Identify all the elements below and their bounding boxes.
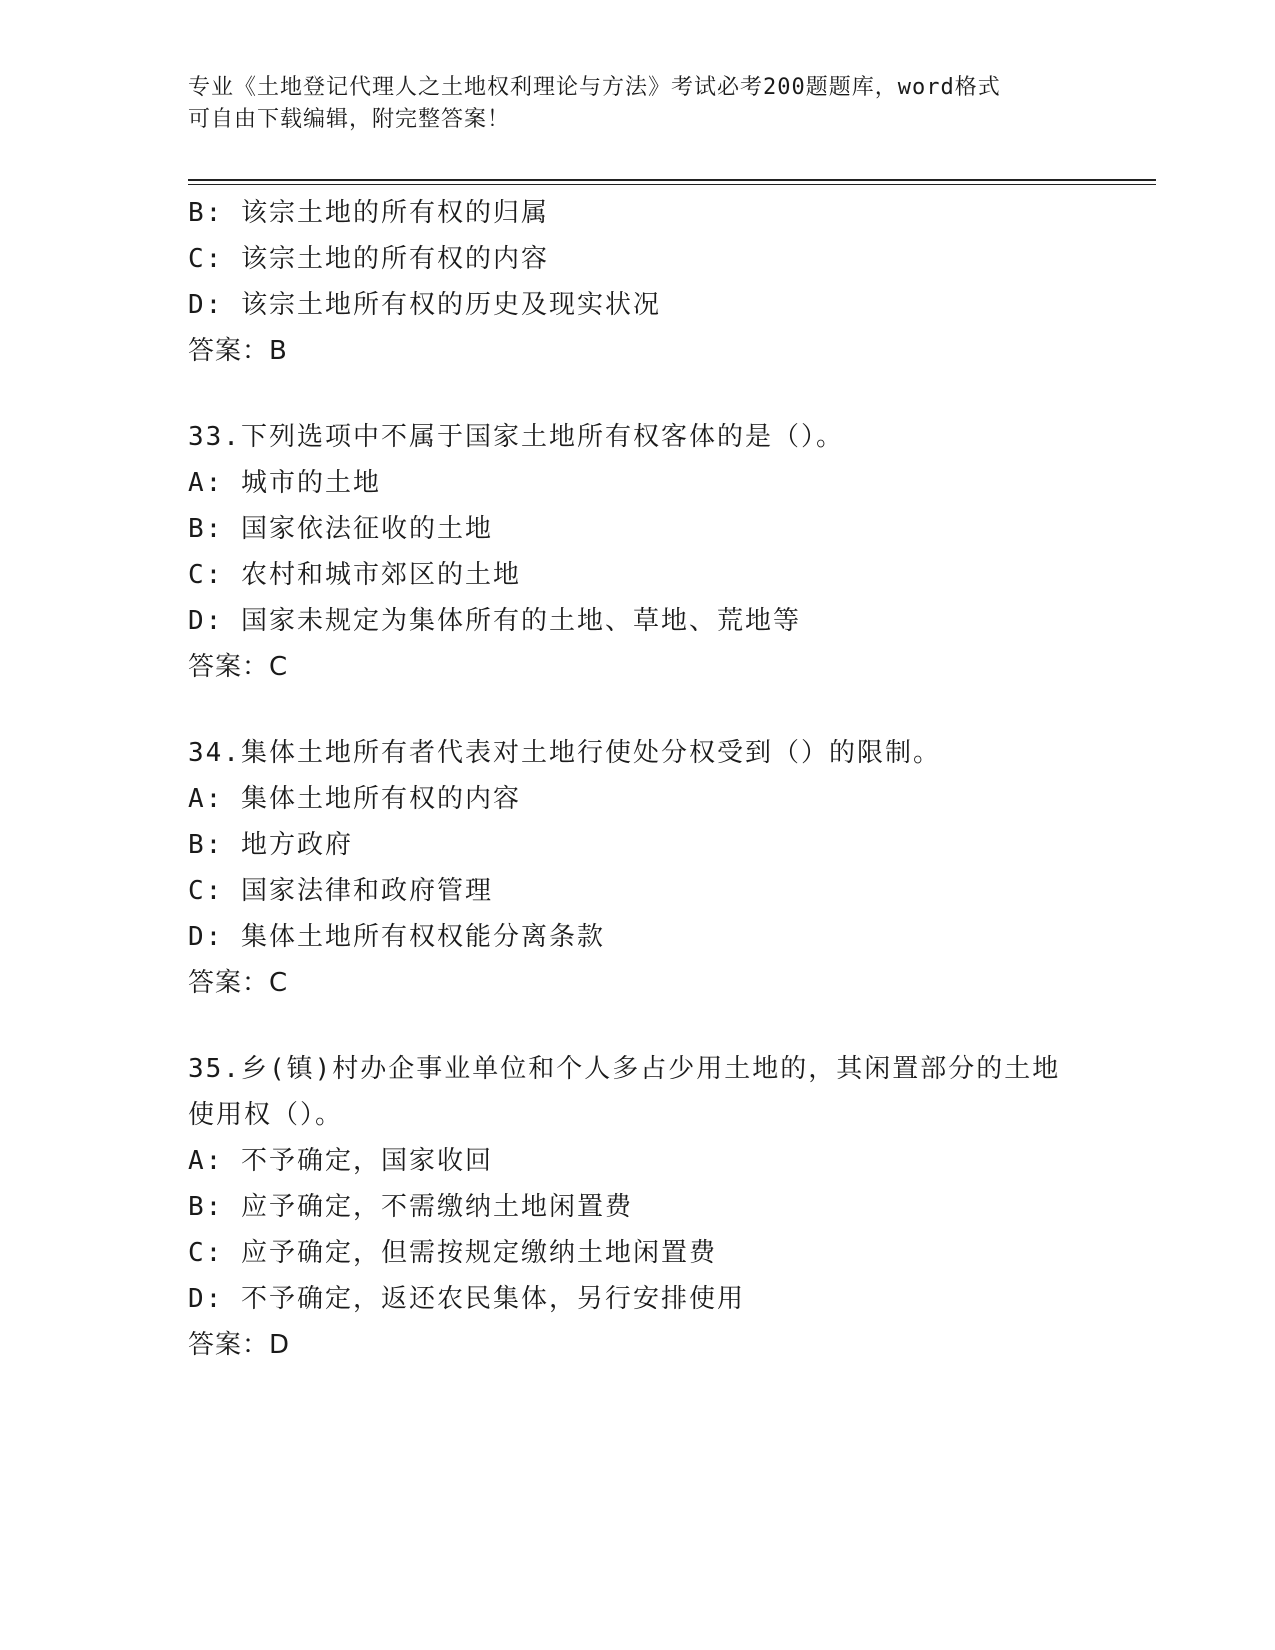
option-b: B: 应予确定，不需缴纳土地闲置费 [188, 1192, 633, 1222]
option-d: D: 国家未规定为集体所有的土地、草地、荒地等 [188, 606, 801, 636]
question-text: 33.下列选项中不属于国家土地所有权客体的是（）。 [188, 422, 844, 452]
question-block-35 [188, 1046, 1088, 1368]
header-divider-thin [188, 184, 1156, 185]
document-header [188, 72, 1068, 136]
option-c: C: 农村和城市郊区的土地 [188, 560, 521, 590]
option-d: D: 不予确定，返还农民集体，另行安排使用 [188, 1284, 745, 1314]
option-d: D: 集体土地所有权权能分离条款 [188, 922, 605, 952]
question-list [188, 190, 1088, 1368]
option-d: D: 该宗土地所有权的历史及现实状况 [188, 290, 661, 320]
option-b: B: 地方政府 [188, 830, 353, 860]
option-a: A: 不予确定，国家收回 [188, 1146, 493, 1176]
option-b: B: 该宗土地的所有权的归属 [188, 198, 549, 228]
option-a: A: 集体土地所有权的内容 [188, 784, 521, 814]
question-block-32 [188, 190, 1088, 374]
answer-label: 答案：C [188, 652, 289, 682]
option-c: C: 国家法律和政府管理 [188, 876, 493, 906]
answer-label: 答案：C [188, 968, 289, 998]
question-block-33 [188, 414, 1088, 690]
option-c: C: 该宗土地的所有权的内容 [188, 244, 549, 274]
question-text: 34.集体土地所有者代表对土地行使处分权受到（）的限制。 [188, 738, 941, 768]
spacer [188, 1006, 1088, 1046]
question-text: 35.乡(镇)村办企事业单位和个人多占少用土地的，其闲置部分的土地使用权（）。 [188, 1054, 1061, 1130]
option-b: B: 国家依法征收的土地 [188, 514, 493, 544]
answer-label: 答案：D [188, 1330, 291, 1360]
spacer [188, 690, 1088, 730]
option-c: C: 应予确定，但需按规定缴纳土地闲置费 [188, 1238, 717, 1268]
option-a: A: 城市的土地 [188, 468, 381, 498]
answer-label: 答案：B [188, 336, 288, 366]
header-divider-thick [188, 179, 1156, 181]
header-title-line-1: 专业《土地登记代理人之土地权利理论与方法》考试必考200题题库，word格式 [188, 75, 1001, 100]
header-title-line-2: 可自由下载编辑，附完整答案！ [188, 107, 511, 132]
spacer [188, 374, 1088, 414]
question-block-34 [188, 730, 1088, 1006]
